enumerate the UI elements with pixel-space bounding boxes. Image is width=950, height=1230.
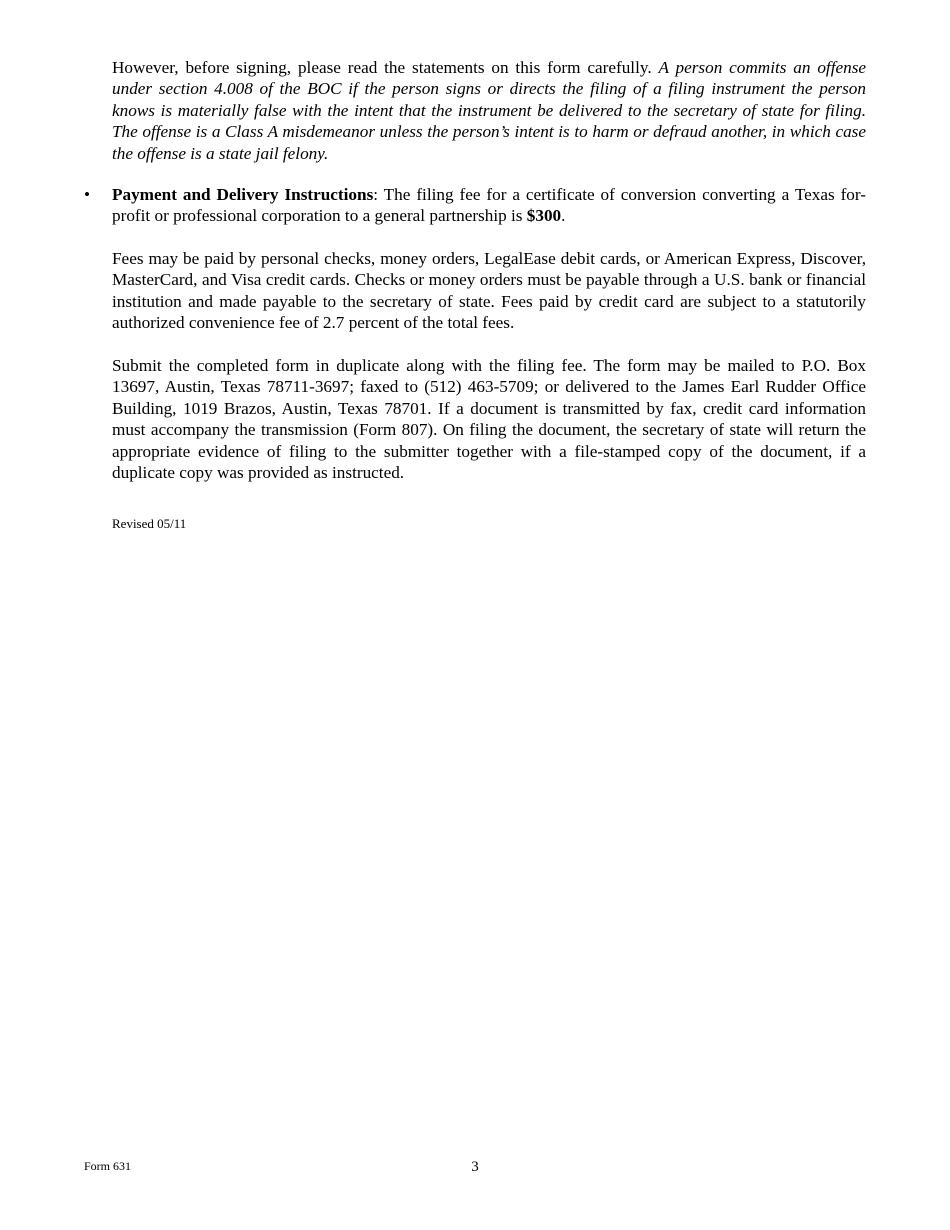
page-number: 3 <box>471 1159 479 1175</box>
revision-date: Revised 05/11 <box>112 516 187 531</box>
payment-instructions-paragraph <box>112 184 866 227</box>
bullet-marker: • <box>84 185 91 204</box>
form-number-footer: Form 631 <box>84 1159 132 1173</box>
filing-fee-amount: $300 <box>526 206 562 226</box>
payment-heading: Payment and Delivery Instructions <box>112 185 374 204</box>
signing-lead-text: However, before signing, please read the statements on this form carefully. <box>112 58 652 77</box>
submit-paragraph: Submit the completed form in duplicate along with the filing fee. The form may be mailed to P.O. Box 13697, Austin, Texas 78711-3697; faxed to (512) 463-5709; or delivered to the James Earl Rudder Office Building, 1019 Brazos, Austin, Texas 78701. If a document is transmitted by fax, credit card information must accompany the transmission (Form 807). On filing the document, the secretary of state will return the appropriate evidence of filing to the submitter together with a file-stamped copy of the document, if a duplicate copy was provided as instructed. <box>112 356 866 483</box>
offense-warning-text: A person commits an offense under section 4.008 of the BOC if the person signs or directs the filing of a filing instrument the person knows is materially false with the intent that the instrument be delivered to the secretary of state for filing. The offense is a Class A misdemeanor unless the person’s intent is to harm or defraud another, in which case the offense is a state jail felony. <box>112 58 867 163</box>
fees-paragraph: Fees may be paid by personal checks, money orders, LegalEase debit cards, or American Express, Discover, MasterCard, and Visa credit cards. Checks or money orders must be payable through a U.S. bank or financial institution and made payable to the secretary of state. Fees paid by credit card are subject to a statutorily authorized convenience fee of 2.7 percent of the total fees. <box>112 249 866 333</box>
payment-text: : The filing fee for a certificate of conversion converting a Texas for-profit or professional corporation to a general partnership is <box>112 185 867 226</box>
signing-warning-paragraph <box>112 57 866 164</box>
payment-end: . <box>561 206 566 226</box>
